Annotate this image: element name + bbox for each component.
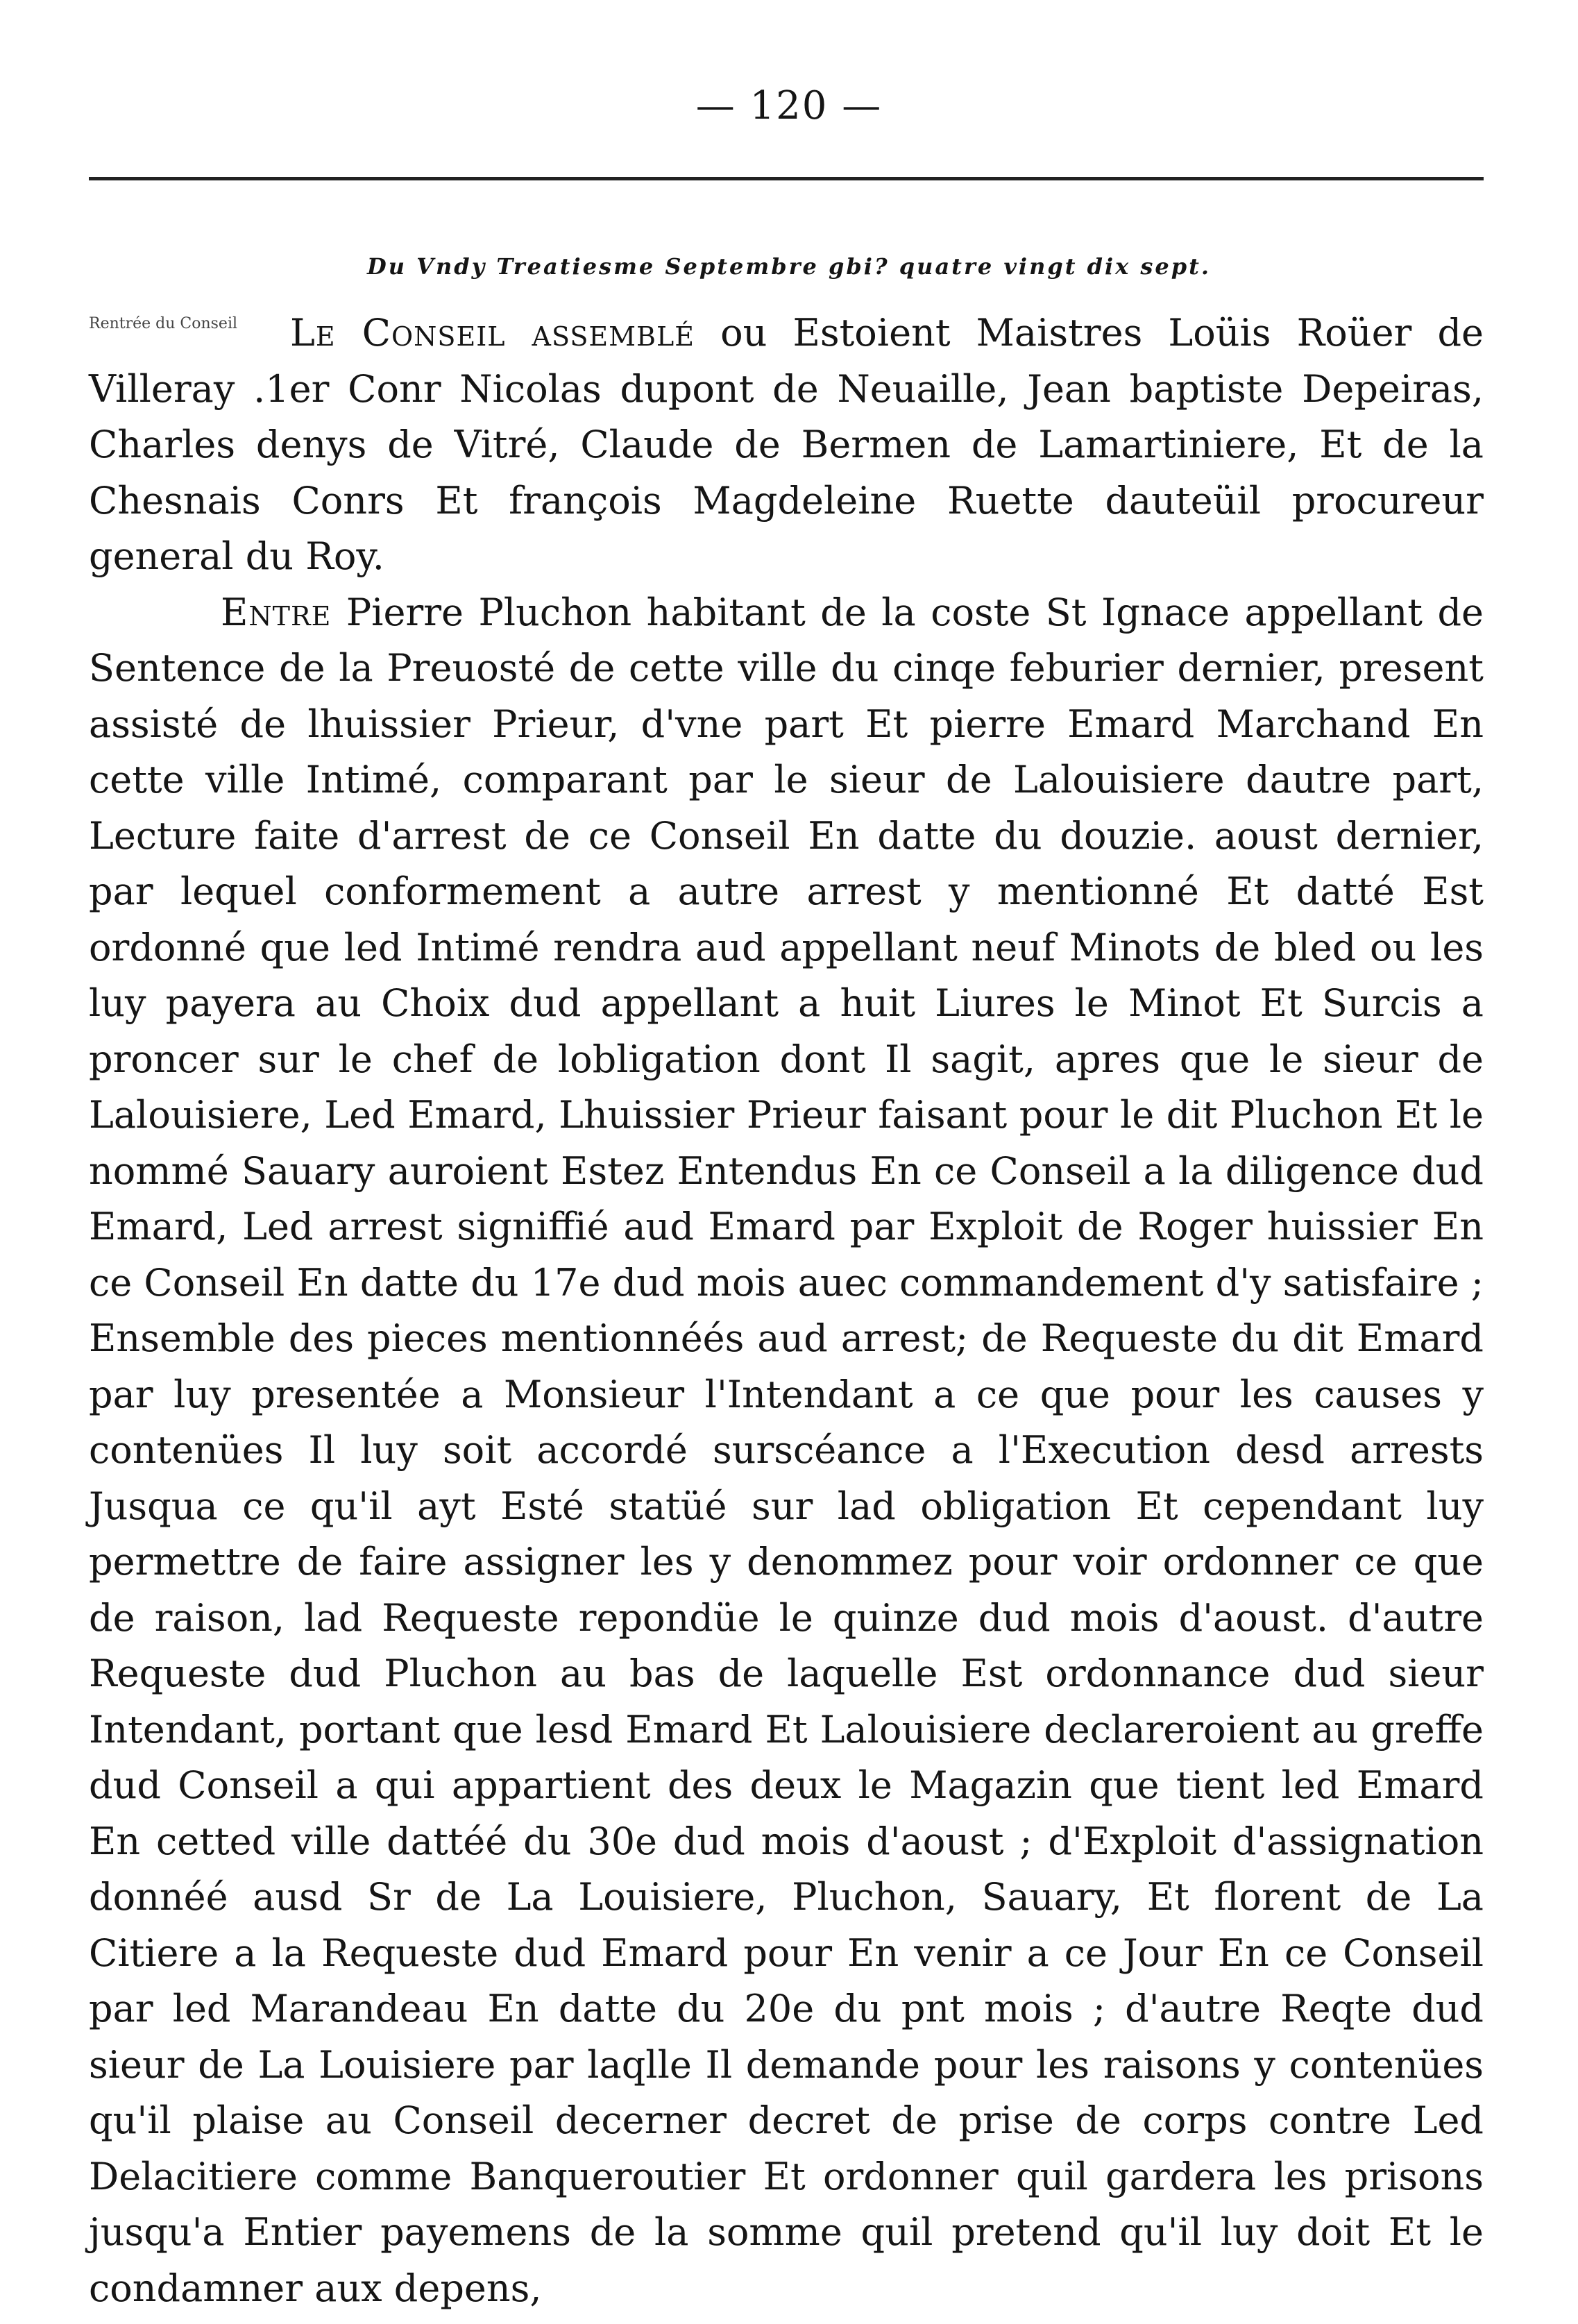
paragraph-lead: Le Conseil assemblé — [290, 311, 695, 355]
session-date-header: Du Vndy Treatiesme Septembre gbi? quatre vingt dix sept. — [366, 253, 1212, 280]
margin-note: Rentrée du Conseil — [89, 315, 238, 332]
paragraph-lead: Entre — [221, 590, 332, 634]
paragraph-text: Pierre Pluchon habitant de la coste St Ignace appellant de Sentence de la Preuosté de cette ville du cinqe feburier dernier, present assisté de lhuissier Prieur, d'vne part Et pierre Emard Marchand En cette ville Intimé, comparant par le sieur de Lalouisiere dautre part, Lecture faite d'arrest de ce Conseil En datte du douzie. aoust dernier, par lequel conformement a autre arrest y mentionné Et datté Est ordonné que led Intimé rendra aud appellant neuf Minots de bled ou les luy payera au Choix dud appellant a huit Liures le Minot Et Surcis a proncer sur le chef de lobligation dont Il sagit, apres que le sieur de Lalouisiere, Led Emard, Lhuissier Prieur faisant pour le dit Pluchon Et le nommé Sauary auroient Estez Entendus En ce Conseil a la diligence dud Emard, Led arrest signiffié aud Emard par Exploit de Roger huissier En ce Conseil En datte du 17e dud mois auec commandement d'y satisfaire ; Ensemble des pieces mentionnéés aud arrest; de Requeste du dit Emard par luy presentée a Monsieur l'Intendant a ce que pour les causes y contenües Il luy soit accordé surscéance a l'Execution desd arrests Jusqua ce qu'il ayt Esté statüé sur lad obligation Et cependant luy permettre de faire assigner les y denommez pour voir ordonner ce que de raison, lad Requeste repondüe le quinze dud mois d'aoust. d'autre Requeste dud Pluchon au bas de laquelle Est ordonnance dud sieur Intendant, portant que lesd Emard Et Lalouisiere declareroient au greffe dud Conseil a qui appartient des deux le Magazin que tient led Emard En cetted ville dattéé du 30e dud mois d'aoust ; d'Exploit d'assignation donnéé ausd Sr de La Louisiere, Pluchon, Sauary, Et florent de La Citiere a la Requeste dud Emard pour En venir a ce Jour En ce Conseil par led Marandeau En datte du 20e du pnt mois ; d'autre Reqte dud sieur de La Louisiere par laqlle Il demande pour les raisons y contenües qu'il plaise au Conseil decerner decret de prise de corps contre Led Delacitiere comme Banqueroutier Et ordonner quil gardera les prisons jusqu'a Entier payemens de la somme quil pretend qu'il luy doit Et le condamner aux depens, — [89, 590, 1484, 2310]
paragraph-case — [89, 585, 1484, 2317]
paragraph-council-assembly — [89, 305, 1484, 585]
paragraph-text: ou Estoient Maistres Loüis Roüer de Villeray .1er Conr Nicolas dupont de Neuaille, Jean baptiste Depeiras, Charles denys de Vitré, Claude de Bermen de Lamartiniere, Et de la Chesnais Conrs Et françois Magdeleine Ruette dauteüil procureur general du Roy. — [89, 311, 1484, 578]
page-number: — 120 — — [695, 83, 883, 128]
header-rule — [89, 177, 1484, 180]
document-body — [89, 305, 1484, 2316]
